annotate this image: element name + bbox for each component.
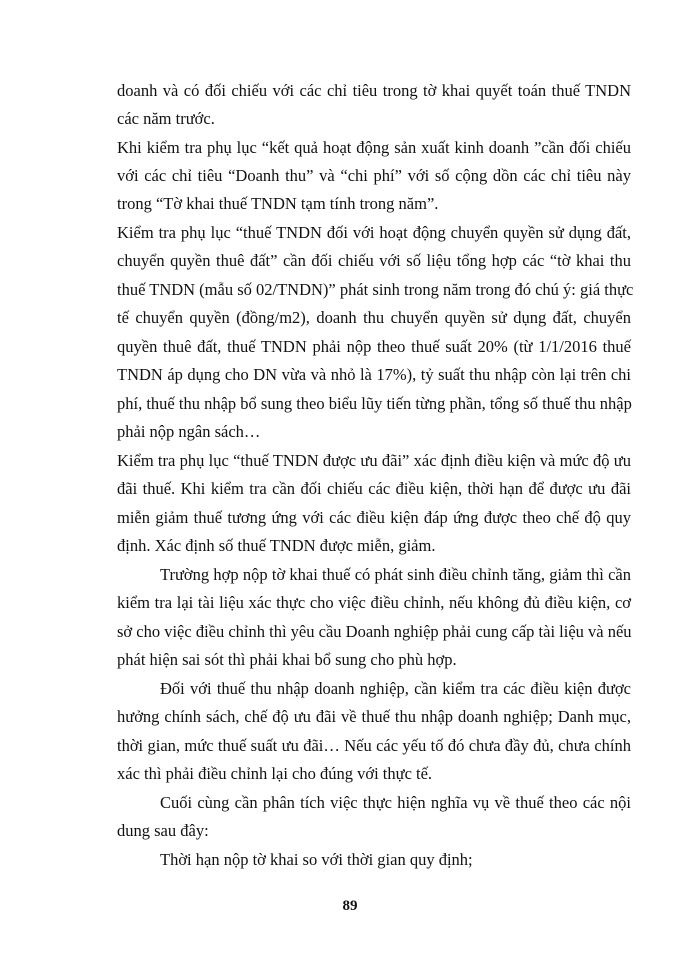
text-line: Kiểm tra phụ lục “thuế TNDN được ưu đãi” xác định điều kiện và mức độ ưu	[117, 451, 631, 470]
page-number: 89	[342, 898, 358, 914]
text-line: các năm trước.	[117, 109, 215, 128]
text-line: đãi thuế. Khi kiểm tra cần đối chiếu các điều kiện, thời hạn để được ưu đãi	[117, 479, 631, 498]
text-line: với các chỉ tiêu “Doanh thu” và “chi phí” với số cộng dồn các chỉ tiêu này	[117, 166, 631, 185]
text-line: phải nộp ngân sách…	[117, 422, 261, 441]
text-line: Đối với thuế thu nhập doanh nghiệp, cần kiểm tra các điều kiện được	[160, 679, 631, 698]
text-line: miễn giảm thuế tương ứng với các điều kiện đáp ứng được theo chế độ quy	[117, 508, 631, 527]
text-line: trong “Tờ khai thuế TNDN tạm tính trong năm”.	[117, 194, 439, 213]
text-line: dung sau đây:	[117, 821, 209, 840]
text-line: định. Xác định số thuế TNDN được miễn, giảm.	[117, 536, 436, 555]
text-line: thời gian, mức thuế suất ưu đãi… Nếu các yếu tố đó chưa đầy đủ, chưa chính	[117, 736, 631, 755]
text-line: quyền thuê đất, thuế TNDN phải nộp theo thuế suất 20% (từ 1/1/2016 thuế	[117, 337, 631, 356]
text-line: Trường hợp nộp tờ khai thuế có phát sinh điều chỉnh tăng, giảm thì cần	[160, 565, 631, 584]
text-line: xác thì phải điều chỉnh lại cho đúng với thực tế.	[117, 764, 433, 783]
text-line: tế chuyển quyền (đồng/m2), doanh thu chuyển quyền sử dụng đất, chuyển	[117, 308, 631, 327]
text-line: TNDN áp dụng cho DN vừa và nhỏ là 17%), tỷ suất thu nhập còn lại trên chi	[117, 365, 631, 384]
text-line: phí, thuế thu nhập bổ sung theo biểu lũy tiến từng phần, tổng số thuế thu nhập	[117, 394, 632, 413]
text-line: hưởng chính sách, chế độ ưu đãi về thuế thu nhập doanh nghiệp; Danh mục,	[117, 707, 631, 726]
text-line: sở cho việc điều chỉnh thì yêu cầu Doanh nghiệp phải cung cấp tài liệu và nếu	[117, 622, 632, 641]
text-line: doanh và có đối chiếu với các chỉ tiêu trong tờ khai quyết toán thuế TNDN	[117, 81, 631, 100]
text-line: chuyển quyền thuê đất” cần đối chiếu với số liệu tổng hợp các “tờ khai thu	[117, 251, 631, 270]
text-line: Cuối cùng cần phân tích việc thực hiện nghĩa vụ về thuế theo các nội	[160, 793, 631, 812]
text-line: kiểm tra lại tài liệu xác thực cho việc điều chỉnh, nếu không đủ điều kiện, cơ	[117, 593, 631, 612]
text-line: phát hiện sai sót thì phải khai bổ sung cho phù hợp.	[117, 650, 457, 669]
text-line: Thời hạn nộp tờ khai so với thời gian quy định;	[160, 850, 473, 869]
text-line: Khi kiểm tra phụ lục “kết quả hoạt động sản xuất kinh doanh ”cần đối chiếu	[117, 138, 631, 157]
text-line: Kiểm tra phụ lục “thuế TNDN đối với hoạt động chuyển quyền sử dụng đất,	[117, 223, 631, 242]
text-line: thuế TNDN (mẫu số 02/TNDN)” phát sinh trong năm trong đó chú ý: giá thực	[117, 280, 634, 299]
